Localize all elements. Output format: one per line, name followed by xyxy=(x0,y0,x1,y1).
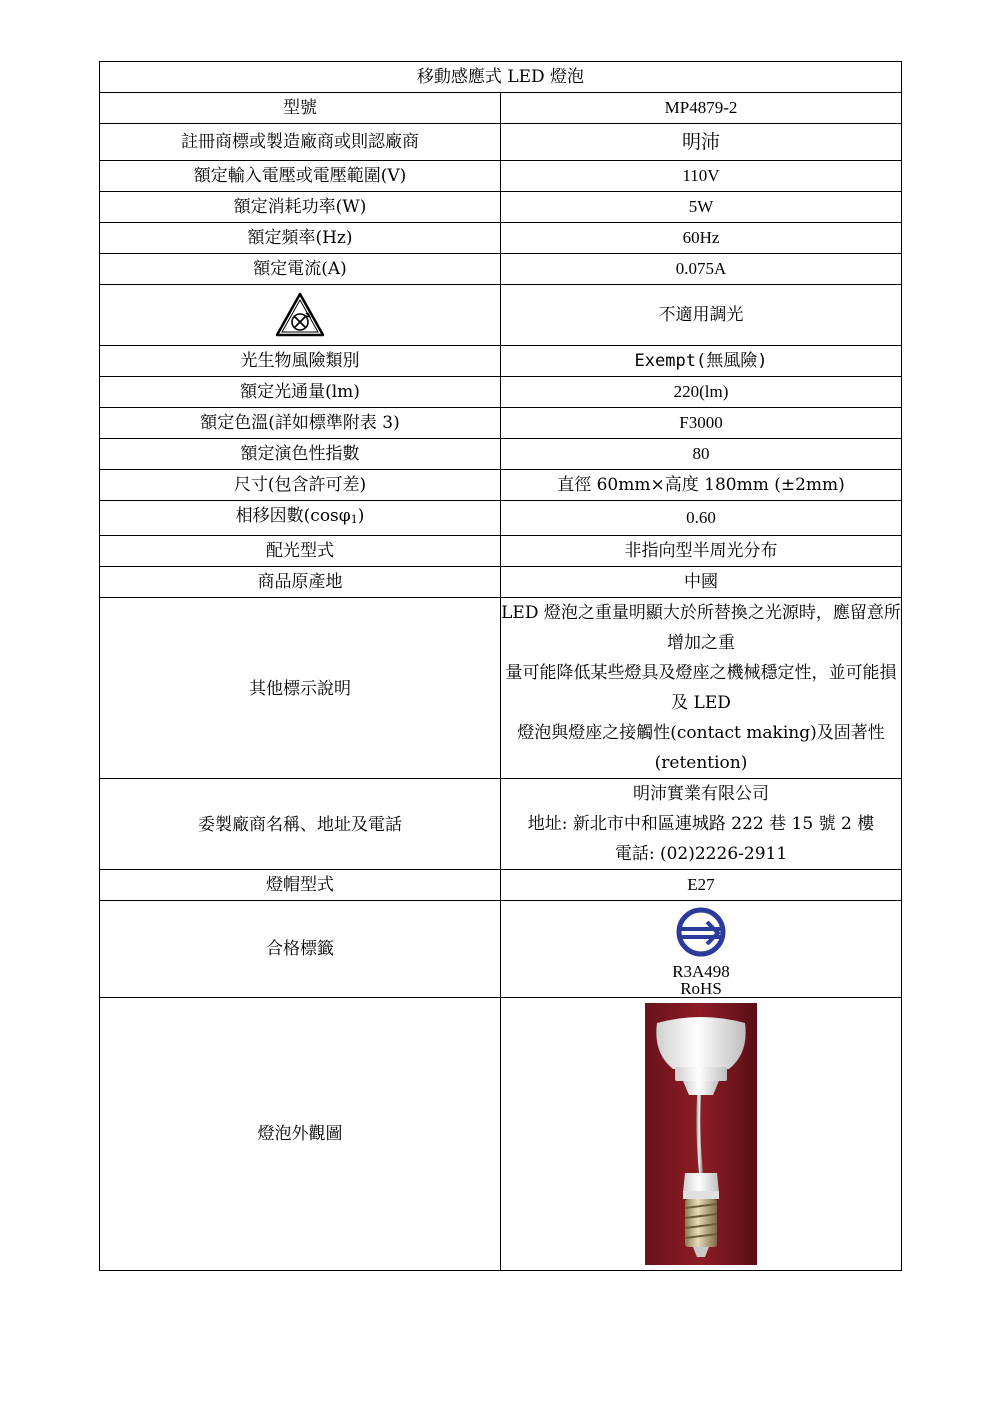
table-row xyxy=(100,998,902,1271)
table-row xyxy=(100,779,902,870)
notes-line-1: LED 燈泡之重量明顯大於所替換之光源時，應留意所增加之重 xyxy=(501,603,901,653)
value-appearance xyxy=(501,998,902,1271)
table-row xyxy=(100,470,902,501)
value-trademark: 明沛 xyxy=(501,124,902,161)
power-factor-label-sub: 1 xyxy=(350,513,358,526)
label-current: 額定電流(A) xyxy=(100,254,501,285)
value-vendor xyxy=(501,779,902,870)
table-row xyxy=(100,870,902,901)
bulb-photo xyxy=(645,1003,757,1265)
label-light-distribution: 配光型式 xyxy=(100,536,501,567)
label-appearance: 燈泡外觀圖 xyxy=(100,998,501,1271)
value-other-notes xyxy=(501,598,902,779)
power-factor-label-main: 相移因數(cosφ xyxy=(235,506,351,526)
value-origin: 中國 xyxy=(501,567,902,598)
table-row xyxy=(100,124,902,161)
value-current: 0.075A xyxy=(501,254,902,285)
table-row xyxy=(100,346,902,377)
label-model: 型號 xyxy=(100,93,501,124)
label-color-temp: 額定色溫(詳如標準附表 3) xyxy=(100,408,501,439)
notes-line-3: 燈泡與燈座之接觸性(contact making)及固著性(retention) xyxy=(517,723,885,773)
table-row xyxy=(100,536,902,567)
label-origin: 商品原產地 xyxy=(100,567,501,598)
value-model: MP4879-2 xyxy=(501,93,902,124)
value-frequency: 60Hz xyxy=(501,223,902,254)
table-row xyxy=(100,161,902,192)
table-row xyxy=(100,223,902,254)
table-row xyxy=(100,439,902,470)
label-vendor: 委製廠商名稱、地址及電話 xyxy=(100,779,501,870)
value-power-factor: 0.60 xyxy=(501,501,902,536)
label-certification: 合格標籤 xyxy=(100,901,501,998)
vendor-name: 明沛實業有限公司 xyxy=(633,784,769,804)
table-row xyxy=(100,192,902,223)
bsmi-mark-icon xyxy=(674,907,728,957)
label-cap: 燈帽型式 xyxy=(100,870,501,901)
table-row xyxy=(100,901,902,998)
certification-code: R3A498 xyxy=(672,962,730,981)
value-photobio-risk: Exempt(無風險) xyxy=(501,346,902,377)
label-cri: 額定演色性指數 xyxy=(100,439,501,470)
vendor-phone: 電話: (02)2226-2911 xyxy=(614,844,788,864)
label-other-notes: 其他標示說明 xyxy=(100,598,501,779)
dimmer-symbol-cell xyxy=(100,285,501,346)
table-row xyxy=(100,567,902,598)
table-row xyxy=(100,501,902,536)
value-dimensions: 直徑 60mm×高度 180mm (±2mm) xyxy=(501,470,902,501)
table-title: 移動感應式 LED 燈泡 xyxy=(100,62,902,93)
value-cap: E27 xyxy=(501,870,902,901)
table-row xyxy=(100,285,902,346)
power-factor-label-end: ) xyxy=(357,506,365,526)
value-power: 5W xyxy=(501,192,902,223)
value-cri: 80 xyxy=(501,439,902,470)
label-trademark: 註冊商標或製造廠商或則認廠商 xyxy=(100,124,501,161)
label-power-factor xyxy=(100,501,501,536)
spec-table xyxy=(99,61,902,1271)
table-row xyxy=(100,408,902,439)
no-dimmer-icon xyxy=(274,291,326,339)
table-row xyxy=(100,377,902,408)
value-dimmer: 不適用調光 xyxy=(501,285,902,346)
table-row xyxy=(100,254,902,285)
label-power: 額定消耗功率(W) xyxy=(100,192,501,223)
value-voltage: 110V xyxy=(501,161,902,192)
notes-line-2: 量可能降低某些燈具及燈座之機械穩定性，並可能損及 LED xyxy=(505,663,897,713)
vendor-address: 地址: 新北市中和區連城路 222 巷 15 號 2 樓 xyxy=(527,814,875,834)
table-row xyxy=(100,93,902,124)
value-certification xyxy=(501,901,902,998)
label-frequency: 額定頻率(Hz) xyxy=(100,223,501,254)
label-photobio-risk: 光生物風險類別 xyxy=(100,346,501,377)
value-color-temp: F3000 xyxy=(501,408,902,439)
value-luminous-flux: 220(lm) xyxy=(501,377,902,408)
label-voltage: 額定輸入電壓或電壓範圍(V) xyxy=(100,161,501,192)
value-light-distribution: 非指向型半周光分布 xyxy=(501,536,902,567)
label-dimensions: 尺寸(包含許可差) xyxy=(100,470,501,501)
certification-rohs: RoHS xyxy=(680,979,722,998)
label-luminous-flux: 額定光通量(lm) xyxy=(100,377,501,408)
table-row xyxy=(100,598,902,779)
